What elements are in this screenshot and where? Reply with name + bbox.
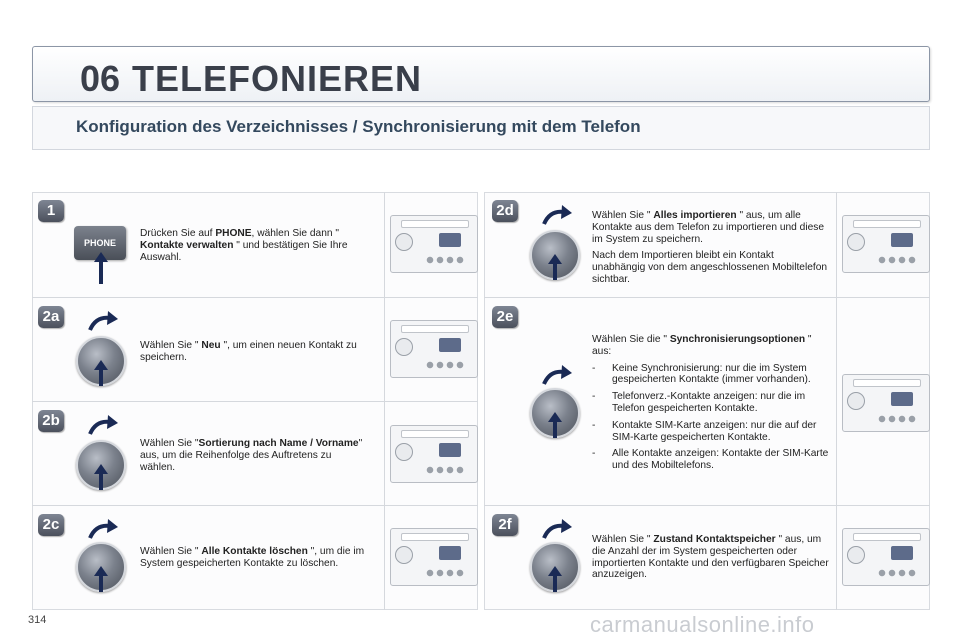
list-item: - Telefonverz.-Kontakte anzeigen: nur die im Telefon gespeicherten Kontakte. — [592, 391, 806, 414]
step-2d-text: Wählen Sie " Alles importieren " aus, um alle Kontakte aus dem Telefon zu importieren und diese im System zu speichern. Nach dem Importieren bleibt ein Kontakt unabhängig von dem angeschlossenen Mobiltelefon sichtbar. — [592, 210, 828, 285]
phone-key-icon: PHONE — [74, 226, 126, 260]
rotate-arrow-icon — [86, 310, 120, 334]
chapter-number: 06 — [80, 58, 121, 99]
step-badge-2d: 2d — [492, 200, 518, 222]
step-2c-text: Wählen Sie " Alle Kontakte löschen ", um die im System gespeicherten Kontakte zu löschen. — [140, 546, 365, 569]
divider — [32, 297, 478, 298]
watermark: carmanualsonline.info — [590, 612, 815, 637]
arrow-stem — [99, 260, 103, 284]
arrow-stem — [99, 368, 103, 386]
step-badge-2f: 2f — [492, 514, 518, 536]
arrow-stem — [99, 574, 103, 592]
rotate-arrow-icon — [86, 414, 120, 438]
arrow-stem — [553, 574, 557, 592]
chapter-title: TELEFONIEREN — [132, 58, 423, 99]
rotate-arrow-icon — [86, 518, 120, 542]
rotate-arrow-icon — [540, 204, 574, 228]
section-title: Konfiguration des Verzeichnisses / Synchronisierung mit dem Telefon — [76, 117, 641, 136]
arrow-stem — [553, 420, 557, 438]
page-number: 314 — [28, 614, 47, 626]
radio-device-icon — [390, 425, 478, 483]
radio-device-icon — [390, 320, 478, 378]
radio-device-icon — [390, 215, 478, 273]
step-badge-2a: 2a — [38, 306, 64, 328]
divider — [836, 192, 837, 610]
arrow-stem — [553, 262, 557, 280]
step-2b-text: Wählen Sie "Sortierung nach Name / Vorname" aus, um die Reihenfolge des Auftretens zu wählen. — [140, 438, 363, 473]
divider — [32, 505, 478, 506]
divider — [32, 401, 478, 402]
arrow-stem — [99, 472, 103, 490]
divider — [484, 505, 930, 506]
step-2f-text: Wählen Sie " Zustand Kontaktspeicher " aus, um die Anzahl der im System gespeicherten oder importierten Kontakte und den verfügbaren Speicher anzuzeigen. — [592, 534, 829, 581]
step-badge-2e: 2e — [492, 306, 518, 328]
list-item: - Keine Synchronisierung: nur die im System gespeicherten Kontakte (immer vorhanden). — [592, 362, 811, 386]
radio-device-icon — [390, 528, 478, 586]
step-badge-2c: 2c — [38, 514, 64, 536]
step-badge-1: 1 — [38, 200, 64, 222]
divider — [484, 297, 930, 298]
step-badge-2b: 2b — [38, 410, 64, 432]
divider — [384, 192, 385, 610]
list-item: - Alle Kontakte anzeigen: Kontakte der SIM-Karte und des Mobiltelefons. — [592, 448, 829, 472]
step-2e-text: Wählen Sie die " Synchronisierungsoptionen " aus: - Keine Synchronisierung: nur die im System gespeicherten Kontakte (immer vorhanden). - Telefonverz.-Kontakte anzeigen: nur die im Telefon gespeicherten Kontakte. - Kontakte SIM-Karte anzeigen: nur die auf der SIM-Karte gespeicherten Kontakte. - Alle Kontakte anzeigen: Kontakte der SIM-Karte und des Mobiltelefons. — [592, 334, 829, 472]
step-2a-text: Wählen Sie " Neu ", um einen neuen Kontakt zu speichern. — [140, 340, 357, 363]
radio-device-icon — [842, 215, 930, 273]
rotate-arrow-icon — [540, 364, 574, 388]
radio-device-icon — [842, 528, 930, 586]
step-1-text: Drücken Sie auf PHONE, wählen Sie dann " Kontakte verwalten " und bestätigen Sie Ihre Auswahl. — [140, 228, 348, 263]
rotate-arrow-icon — [540, 518, 574, 542]
sync-options-list — [592, 363, 830, 472]
radio-device-icon — [842, 374, 930, 432]
list-item: - Kontakte SIM-Karte anzeigen: nur die auf der SIM-Karte gespeicherten Kontakte. — [592, 419, 817, 443]
